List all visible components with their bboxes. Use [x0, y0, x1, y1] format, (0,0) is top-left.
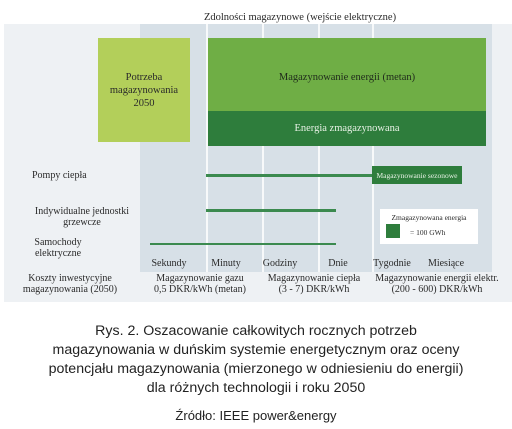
- cost-electric: [366, 273, 508, 295]
- row-label-individual: [22, 206, 142, 228]
- figure-source: Źródło: IEEE power&energy: [175, 408, 337, 423]
- individual-heating-range-line: [206, 209, 336, 212]
- cost-electric-line2: (200 - 600) DKR/kWh: [391, 284, 483, 295]
- diagram-title: Zdolności magazynowe (wejście elektryczne): [203, 12, 397, 23]
- time-label-seconds: Sekundy: [151, 258, 187, 269]
- costs-label: [8, 273, 132, 295]
- cost-heat: [256, 273, 372, 295]
- row-label-cars: [18, 237, 98, 259]
- individual-line2: grzewcze: [63, 217, 101, 228]
- cost-gas: [142, 273, 258, 295]
- caption-line2: magazynowania w duńskim systemie energetycznym oraz oceny: [52, 342, 460, 358]
- demand-line3: 2050: [133, 97, 155, 109]
- legend-title: Zmagazynowana energia: [391, 213, 467, 222]
- cost-heat-line2: (3 - 7) DKR/kWh: [278, 284, 350, 295]
- individual-line1: Indywidualne jednostki: [34, 206, 130, 217]
- legend-swatch: [386, 224, 400, 238]
- gas-storage-label: Magazynowanie energii (metan): [278, 72, 416, 83]
- legend-value: = 100 GWh: [410, 228, 446, 237]
- electric-cars-range-line: [150, 243, 336, 245]
- cost-gas-line1: Magazynowanie gazu: [156, 273, 244, 284]
- row-label-heat-pumps: Pompy ciepła: [32, 170, 87, 181]
- storage-demand-box: [98, 38, 190, 142]
- caption-line1: Rys. 2. Oszacowanie całkowitych rocznych potrzeb: [95, 323, 417, 339]
- caption-line4: dla różnych technologii i roku 2050: [146, 380, 366, 396]
- time-label-minutes: Minuty: [211, 258, 241, 269]
- cost-heat-line1: Magazynowanie ciepła: [267, 273, 361, 284]
- demand-line2: magazynowania: [109, 84, 179, 96]
- seasonal-storage-label: Magazynowanie sezonowe: [376, 171, 458, 180]
- cost-electric-line1: Magazynowanie energii elektr.: [375, 273, 499, 284]
- demand-line1: Potrzeba: [125, 71, 163, 83]
- time-label-hours: Godziny: [262, 258, 298, 269]
- stored-energy-label: Energia zmagazynowana: [294, 123, 400, 134]
- cost-gas-line2: 0,5 DKR/kWh (metan): [154, 284, 246, 295]
- heat-pumps-range-line: [206, 174, 372, 177]
- time-label-weeks: Tygodnie: [373, 258, 411, 269]
- cars-line1: Samochody: [34, 237, 82, 248]
- costs-label-line2: magazynowania (2050): [22, 284, 118, 295]
- figure-caption: [0, 322, 512, 398]
- costs-label-line1: Koszty inwestycyjne: [28, 273, 112, 284]
- time-label-days: Dnie: [328, 258, 348, 269]
- cars-line2: elektryczne: [34, 248, 82, 259]
- caption-line3: potencjału magazynowania (mierzonego w odniesieniu do energii): [48, 361, 464, 377]
- time-label-months: Miesiące: [427, 258, 465, 269]
